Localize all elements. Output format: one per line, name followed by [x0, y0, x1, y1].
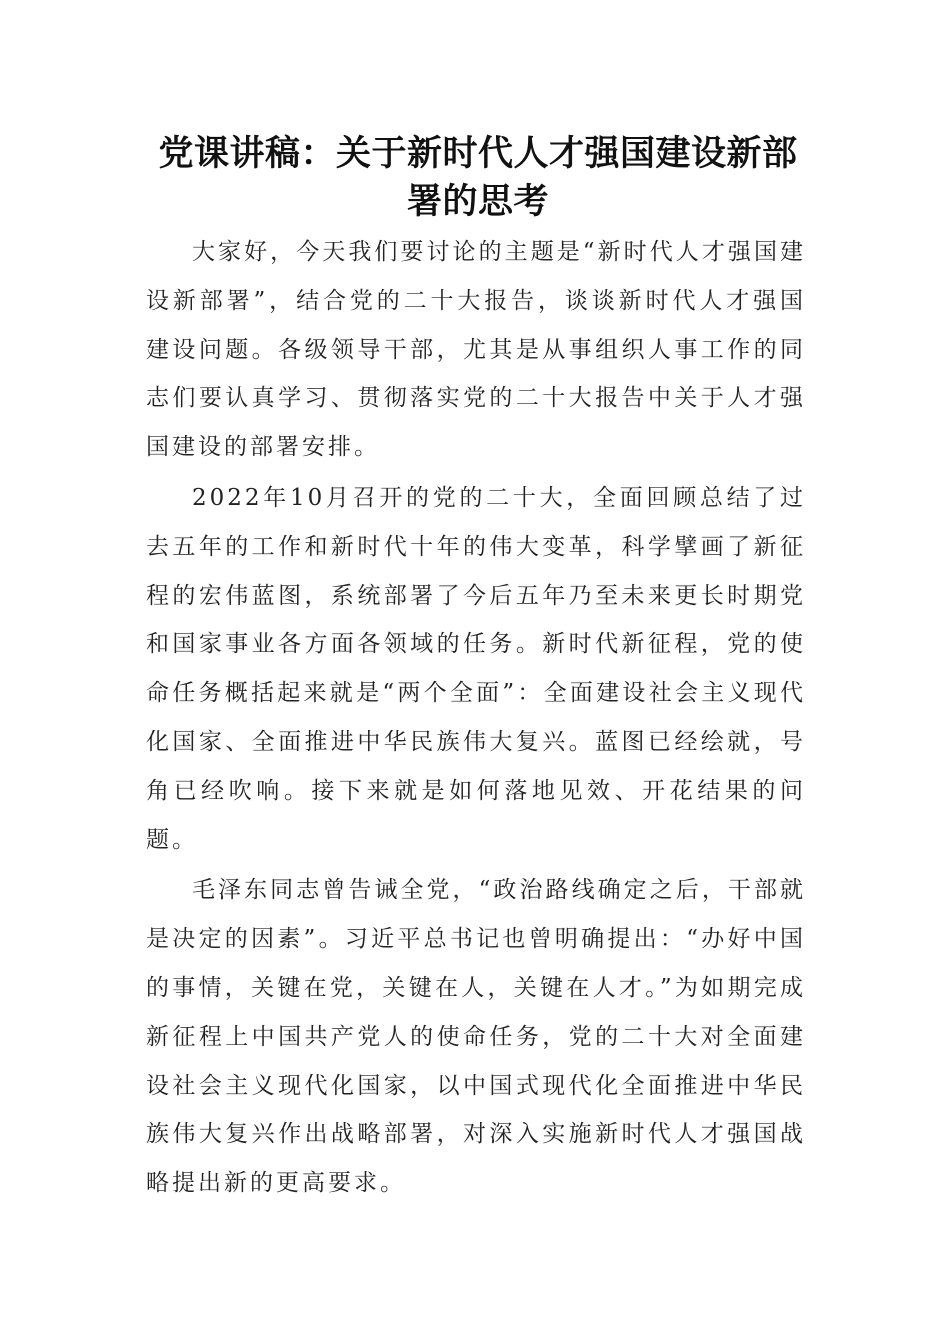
- paragraph-3: 毛泽东同志曾告诫全党，“政治路线确定之后，干部就是决定的因素”。习近平总书记也曾明确提出：“办好中国的事情，关键在党，关键在人，关键在人才。”为如期完成新征程上中国共产党人的使命任务，党的二十大对全面建设社会主义现代化国家，以中国式现代化全面推进中华民族伟大复兴作出战略部署，对深入实施新时代人才强国战略提出新的更高要求。: [146, 877, 806, 1197]
- document-body: [146, 228, 806, 1208]
- paragraph-1: 大家好，今天我们要讨论的主题是“新时代人才强国建设新部署”，结合党的二十大报告，谈谈新时代人才强国建设问题。各级领导干部，尤其是从事组织人事工作的同志们要认真学习、贯彻落实党的二十大报告中关于人才强国建设的部署安排。: [146, 239, 806, 461]
- document-title: 党课讲稿：关于新时代人才强国建设新部署的思考: [158, 134, 798, 222]
- paragraph-2: 2022年10月召开的党的二十大，全面回顾总结了过去五年的工作和新时代十年的伟大变革，科学擘画了新征程的宏伟蓝图，系统部署了今后五年乃至未来更长时期党和国家事业各方面各领域的任务。新时代新征程，党的使命任务概括起来就是“两个全面”：全面建设社会主义现代化国家、全面推进中华民族伟大复兴。蓝图已经绘就，号角已经吹响。接下来就是如何落地见效、开花结果的问题。: [146, 484, 806, 853]
